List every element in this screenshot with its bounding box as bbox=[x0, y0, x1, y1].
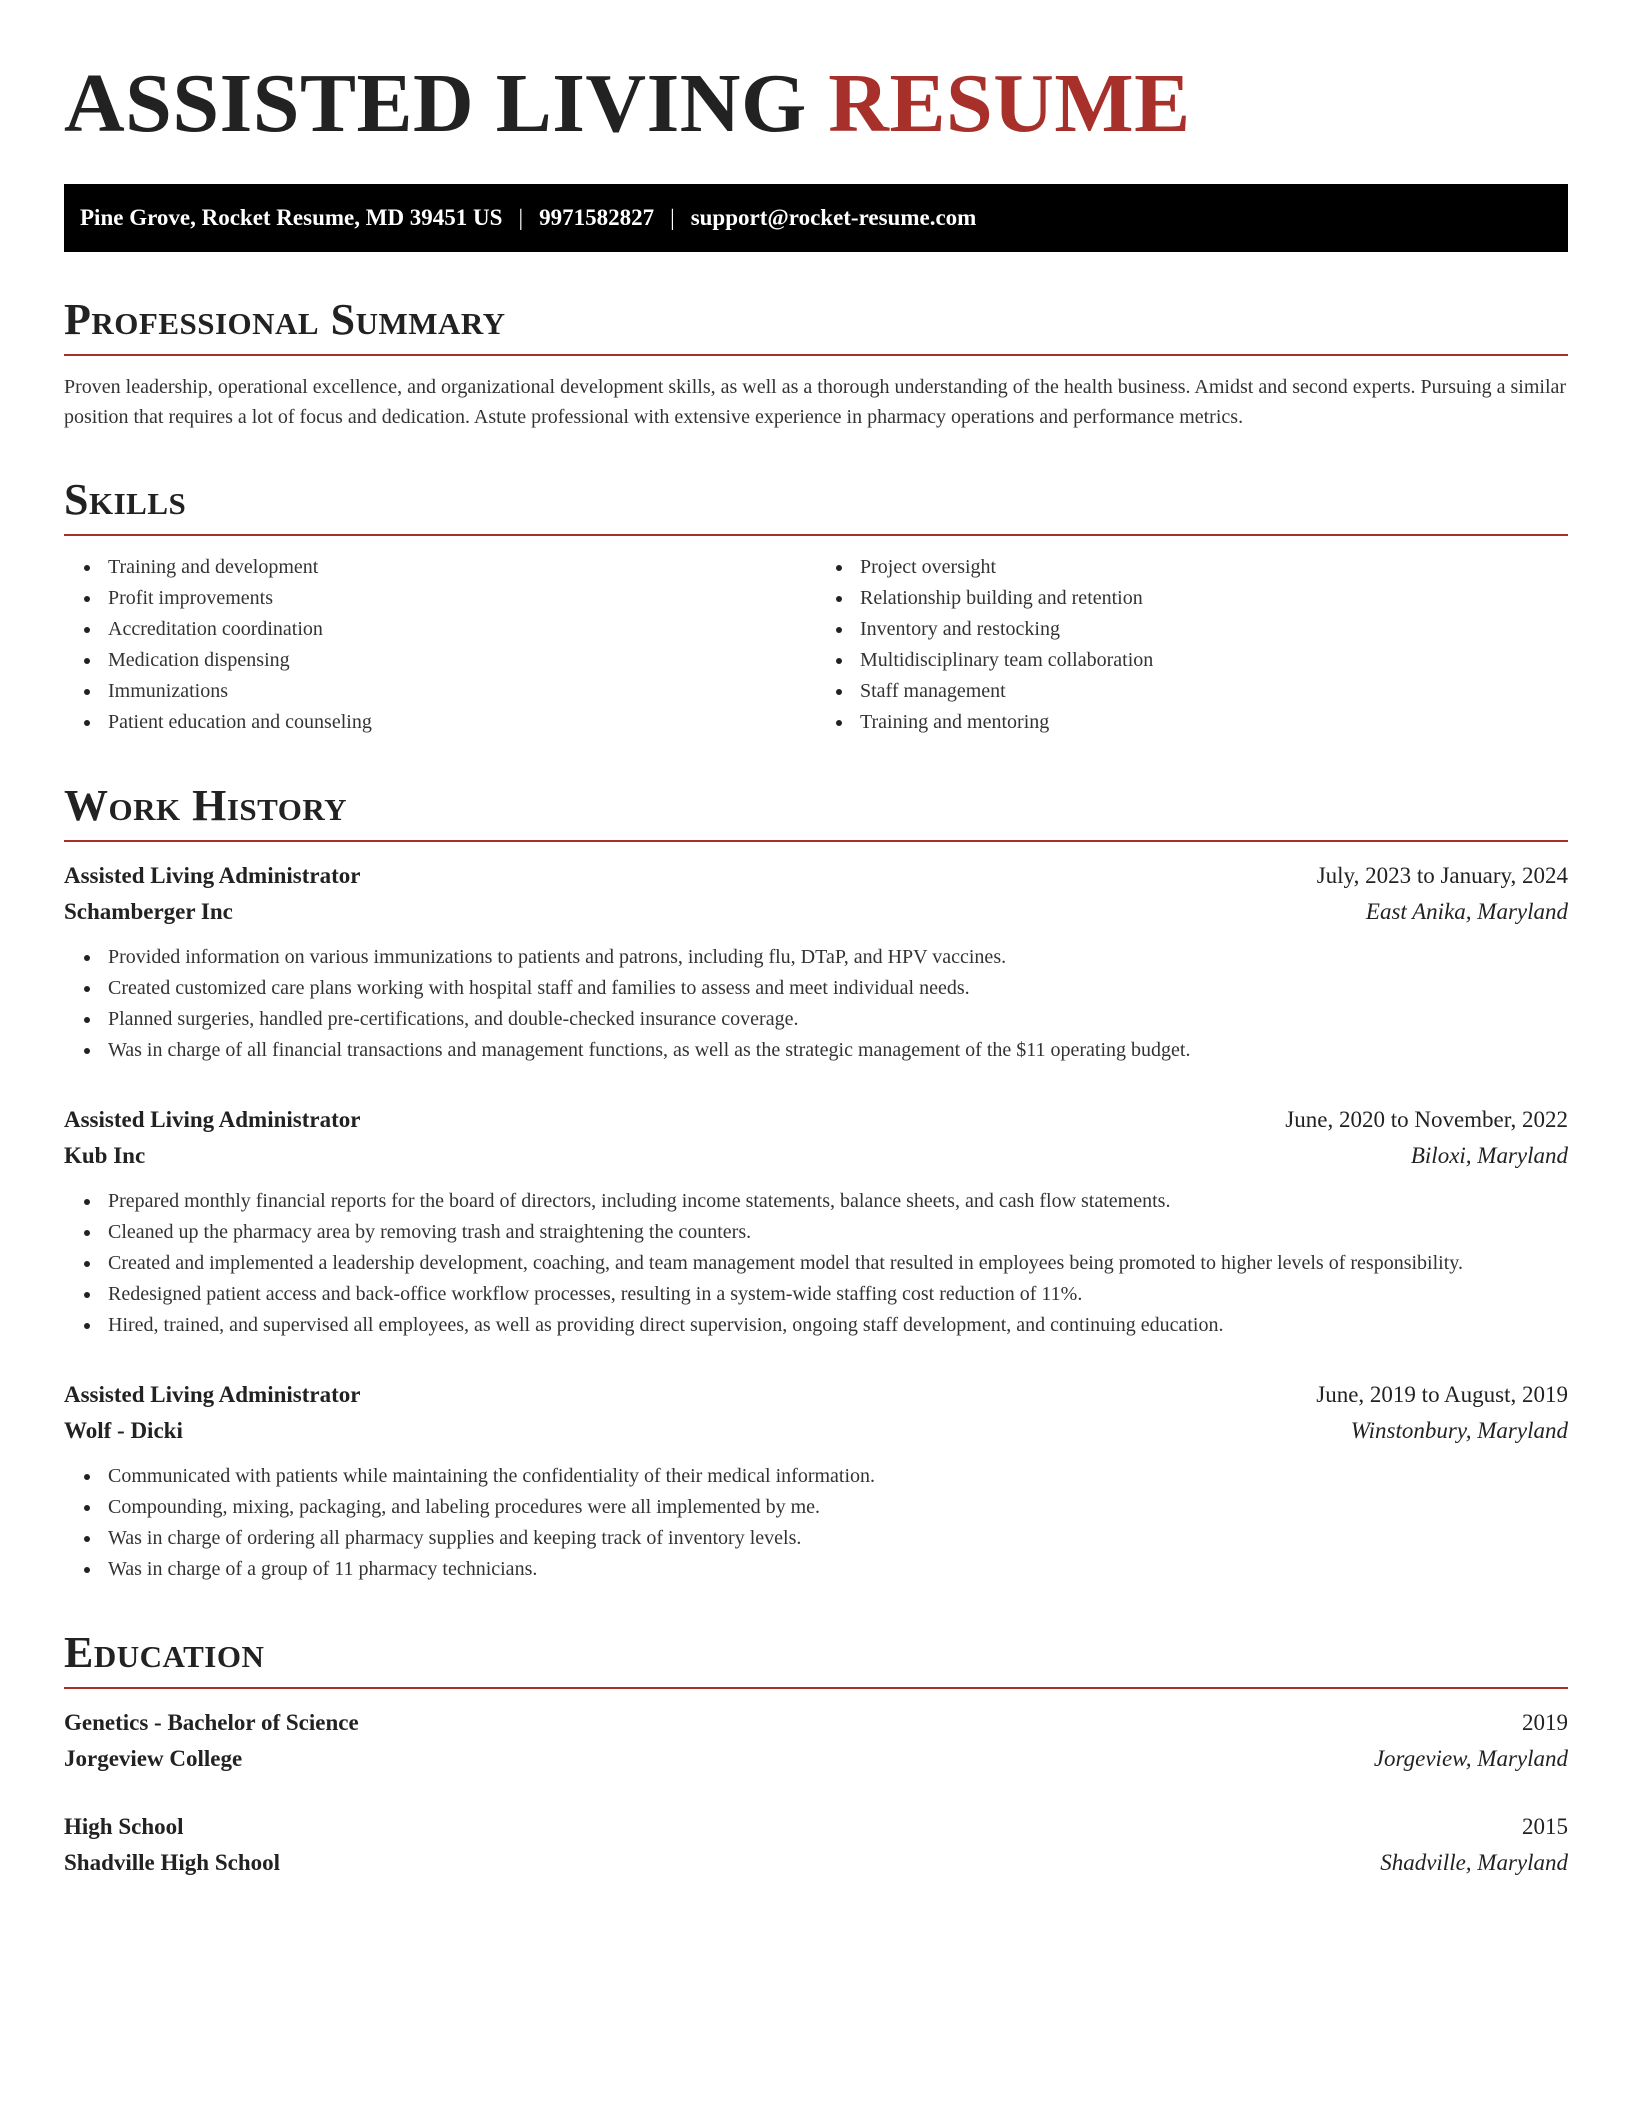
education-heading: Education bbox=[64, 1627, 1568, 1689]
skills-list bbox=[64, 552, 1568, 738]
skill-item: Training and mentoring bbox=[860, 707, 1568, 738]
job-dates: June, 2020 to November, 2022 bbox=[1285, 1107, 1568, 1132]
job-company-row bbox=[64, 894, 1568, 930]
skill-item: Training and development bbox=[108, 552, 816, 583]
summary-text: Proven leadership, operational excellence, and organizational development skills, as well as a thorough understanding of the health business. Amidst and second experts. Pursuing a similar position that requires a lot of focus and dedication. Astute professional with extensive experience in pharmacy operations and performance metrics. bbox=[64, 376, 1567, 428]
education-school: Shadville High School bbox=[64, 1850, 281, 1875]
contact-address: Pine Grove, Rocket Resume, MD 39451 US bbox=[80, 205, 503, 230]
title-main: ASSISTED LIVING bbox=[64, 57, 807, 150]
education-school: Jorgeview College bbox=[64, 1746, 243, 1771]
skill-item: Profit improvements bbox=[108, 583, 816, 614]
job-company-row bbox=[64, 1413, 1568, 1449]
skill-item: Accreditation coordination bbox=[108, 614, 816, 645]
job-dates: July, 2023 to January, 2024 bbox=[1316, 863, 1568, 888]
job-company: Schamberger Inc bbox=[64, 899, 233, 924]
education-degree-row bbox=[64, 1705, 1568, 1741]
education-year: 2019 bbox=[1522, 1710, 1568, 1735]
job-location: East Anika, Maryland bbox=[1365, 899, 1568, 924]
job-duty: Was in charge of all financial transactions and management functions, as well as the strategic management of the $11 operating budget. bbox=[108, 1035, 1568, 1066]
contact-separator: | bbox=[670, 205, 675, 230]
education-degree: High School bbox=[64, 1814, 184, 1839]
contact-bar bbox=[64, 184, 1568, 252]
job-company: Kub Inc bbox=[64, 1143, 146, 1168]
resume-title bbox=[64, 56, 1568, 152]
skill-item: Immunizations bbox=[108, 676, 816, 707]
job-title: Assisted Living Administrator bbox=[64, 1107, 361, 1132]
job-duty: Compounding, mixing, packaging, and labeling procedures were all implemented by me. bbox=[108, 1492, 1568, 1523]
education-year: 2015 bbox=[1522, 1814, 1568, 1839]
education-degree: Genetics - Bachelor of Science bbox=[64, 1710, 359, 1735]
skill-item: Staff management bbox=[860, 676, 1568, 707]
job-duty: Was in charge of a group of 11 pharmacy technicians. bbox=[108, 1554, 1568, 1585]
job-duty: Created and implemented a leadership development, coaching, and team management model that resulted in employees being promoted to higher levels of responsibility. bbox=[108, 1248, 1568, 1279]
job-company-row bbox=[64, 1138, 1568, 1174]
job-location: Winstonbury, Maryland bbox=[1350, 1418, 1568, 1443]
job-entry bbox=[64, 1102, 1568, 1341]
skill-item: Project oversight bbox=[860, 552, 1568, 583]
skill-item: Relationship building and retention bbox=[860, 583, 1568, 614]
education-school-row bbox=[64, 1845, 1568, 1881]
job-duties bbox=[64, 1186, 1568, 1341]
skills-heading: Skills bbox=[64, 474, 1568, 536]
job-duty: Prepared monthly financial reports for the board of directors, including income statements, balance sheets, and cash flow statements. bbox=[108, 1186, 1568, 1217]
job-duty: Redesigned patient access and back-office workflow processes, resulting in a system-wide staffing cost reduction of 11%. bbox=[108, 1279, 1568, 1310]
job-dates: June, 2019 to August, 2019 bbox=[1316, 1382, 1568, 1407]
skill-item: Medication dispensing bbox=[108, 645, 816, 676]
skill-item: Multidisciplinary team collaboration bbox=[860, 645, 1568, 676]
job-duties bbox=[64, 942, 1568, 1066]
work-history-heading: Work History bbox=[64, 780, 1568, 842]
education-school-row bbox=[64, 1741, 1568, 1777]
job-duty: Created customized care plans working with hospital staff and families to assess and meet individual needs. bbox=[108, 973, 1568, 1004]
job-title: Assisted Living Administrator bbox=[64, 863, 361, 888]
skill-item: Patient education and counseling bbox=[108, 707, 816, 738]
skill-item: Inventory and restocking bbox=[860, 614, 1568, 645]
contact-phone[interactable]: 9971582827 bbox=[539, 205, 655, 230]
job-duty: Hired, trained, and supervised all employees, as well as providing direct supervision, ongoing staff development, and continuing education. bbox=[108, 1310, 1568, 1341]
job-entry bbox=[64, 1377, 1568, 1585]
job-header-row bbox=[64, 1377, 1568, 1413]
contact-separator: | bbox=[518, 205, 524, 230]
job-header-row bbox=[64, 1102, 1568, 1138]
job-duty: Planned surgeries, handled pre-certifications, and double-checked insurance coverage. bbox=[108, 1004, 1568, 1035]
summary-heading: Professional Summary bbox=[64, 294, 1568, 356]
contact-email[interactable]: support@rocket-resume.com bbox=[690, 205, 977, 230]
job-header-row bbox=[64, 858, 1568, 894]
skills-column-right bbox=[816, 552, 1568, 738]
education-location: Shadville, Maryland bbox=[1380, 1850, 1568, 1875]
job-location: Biloxi, Maryland bbox=[1410, 1143, 1568, 1168]
job-duties bbox=[64, 1461, 1568, 1585]
job-entry bbox=[64, 858, 1568, 1066]
job-title: Assisted Living Administrator bbox=[64, 1382, 361, 1407]
job-duty: Cleaned up the pharmacy area by removing trash and straightening the counters. bbox=[108, 1217, 1568, 1248]
education-entry bbox=[64, 1705, 1568, 1777]
education-entry bbox=[64, 1809, 1568, 1881]
job-company: Wolf - Dicki bbox=[64, 1418, 183, 1443]
job-duty: Was in charge of ordering all pharmacy supplies and keeping track of inventory levels. bbox=[108, 1523, 1568, 1554]
title-accent: RESUME bbox=[828, 57, 1191, 150]
education-degree-row bbox=[64, 1809, 1568, 1845]
education-location: Jorgeview, Maryland bbox=[1373, 1746, 1568, 1771]
job-duty: Provided information on various immunizations to patients and patrons, including flu, DTaP, and HPV vaccines. bbox=[108, 942, 1568, 973]
skills-column-left bbox=[64, 552, 816, 738]
job-duty: Communicated with patients while maintaining the confidentiality of their medical information. bbox=[108, 1461, 1568, 1492]
